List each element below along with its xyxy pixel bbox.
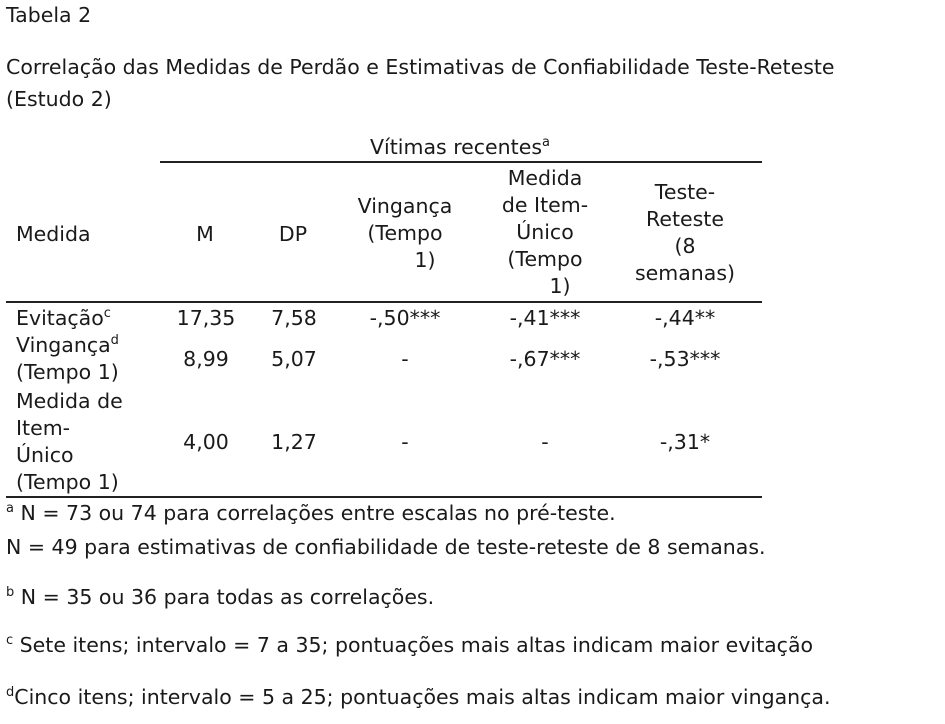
table-label: Tabela 2	[6, 3, 92, 27]
col-header-vinganca	[335, 193, 475, 274]
row-3-item-unico: -	[541, 430, 549, 454]
table-title-line-1: Correlação das Medidas de Perdão e Estimativas de Confiabilidade Teste-Reteste	[6, 55, 835, 79]
col-header-item-unico-line-2: de Item-	[501, 193, 589, 217]
header-bottom-rule	[6, 301, 762, 303]
row-2-teste-reteste: -,53***	[649, 347, 721, 371]
row-2-m: 8,99	[183, 347, 229, 371]
group-header-text: Vítimas recentes	[370, 135, 542, 159]
note-c-marker: c	[6, 633, 14, 648]
table-title-line-2: (Estudo 2)	[6, 87, 112, 111]
group-header	[160, 134, 760, 161]
col-header-item-unico	[475, 165, 615, 300]
row-2-vinganca: -	[401, 347, 409, 371]
table-bottom-rule	[6, 496, 762, 498]
row-3-dp: 1,27	[271, 430, 317, 454]
row-3-label-line-3: Único	[16, 443, 74, 467]
row-2-label-line-1: Vingança	[16, 333, 111, 357]
col-header-teste-reteste-line-4: semanas)	[634, 261, 736, 285]
row-2-item-unico: -,67***	[509, 347, 581, 371]
col-header-vinganca-line-1: Vingança	[357, 194, 453, 218]
note-a	[6, 500, 616, 527]
note-d	[6, 684, 831, 711]
col-header-teste-reteste-line-1: Teste-	[654, 180, 716, 204]
note-a-text: N = 73 ou 74 para correlações entre escalas no pré-teste.	[13, 501, 616, 525]
note-a-continued-text: N = 49 para estimativas de confiabilidade de teste-reteste de 8 semanas.	[6, 535, 766, 559]
row-1-label	[16, 305, 111, 332]
col-header-teste-reteste-line-2: Reteste	[646, 207, 724, 231]
row-1-teste-reteste: -,44**	[654, 306, 716, 330]
note-d-text: Cinco itens; intervalo = 5 a 25; pontuações mais altas indicam maior vingança.	[14, 685, 831, 709]
note-b-text: N = 35 ou 36 para todas as correlações.	[14, 585, 435, 609]
col-header-dp: DP	[278, 222, 308, 246]
row-3-m: 4,00	[183, 430, 229, 454]
col-header-vinganca-line-2: (Tempo	[367, 221, 443, 245]
note-c-text: Sete itens; intervalo = 7 a 35; pontuações mais altas indicam maior evitação	[13, 633, 814, 657]
row-2-footnote-marker: d	[110, 333, 119, 348]
row-3-label	[16, 388, 123, 496]
col-header-m: M	[196, 222, 214, 246]
row-1-label-text: Evitação	[16, 306, 104, 330]
col-header-item-unico-line-4: (Tempo	[507, 247, 583, 271]
row-1-footnote-marker: c	[103, 306, 111, 321]
group-header-rule	[160, 161, 762, 163]
row-3-teste-reteste: -,31*	[659, 430, 711, 454]
row-1-item-unico: -,41***	[509, 306, 581, 330]
col-header-item-unico-line-3: Único	[516, 220, 574, 244]
col-header-vinganca-line-3: 1)	[414, 248, 436, 272]
row-3-label-line-4: (Tempo 1)	[16, 470, 119, 494]
note-d-marker: d	[6, 685, 15, 700]
row-1-m: 17,35	[176, 306, 236, 330]
col-header-teste-reteste-line-3: (8	[674, 234, 696, 258]
note-b-marker: b	[6, 585, 15, 600]
note-a-marker: a	[6, 501, 14, 516]
note-c	[6, 632, 813, 659]
col-header-medida: Medida	[16, 222, 91, 246]
row-2-label	[16, 332, 119, 386]
row-1-dp: 7,58	[271, 306, 317, 330]
col-header-item-unico-line-5: 1)	[549, 274, 571, 298]
row-3-label-line-1: Medida de	[16, 389, 123, 413]
row-1-vinganca: -,50***	[369, 306, 441, 330]
row-2-dp: 5,07	[271, 347, 317, 371]
col-header-teste-reteste	[615, 179, 755, 287]
note-b	[6, 584, 434, 611]
col-header-item-unico-line-1: Medida	[507, 166, 583, 190]
group-header-footnote-marker: a	[542, 135, 550, 150]
row-3-vinganca: -	[401, 430, 409, 454]
note-a-continued	[6, 534, 766, 561]
row-2-label-line-2: (Tempo 1)	[16, 360, 119, 384]
row-3-label-line-2: Item-	[16, 416, 71, 440]
